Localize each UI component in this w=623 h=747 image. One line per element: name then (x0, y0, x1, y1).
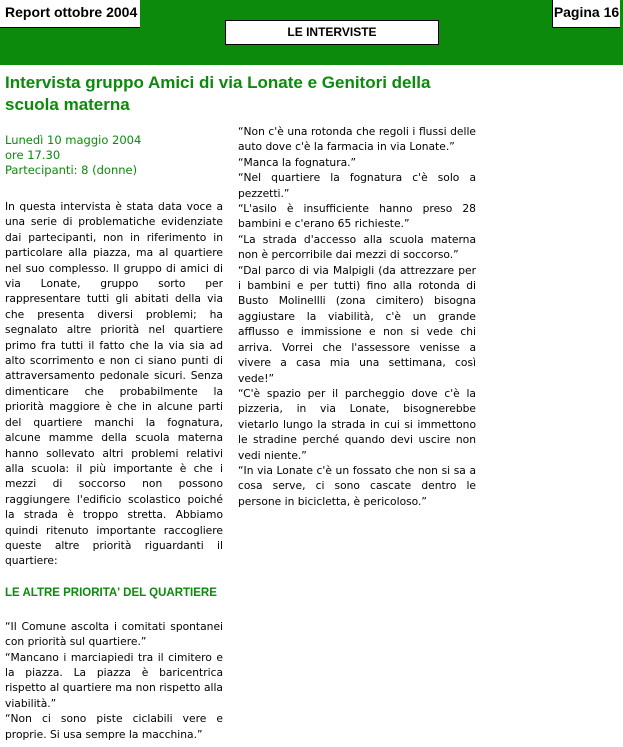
quote: “Nel quartiere la fognatura c'è solo a pezzetti.” (238, 171, 476, 200)
quote: “La strada d'accesso alla scuola materna non è percorribile dai mezzi di soccorso.” (238, 232, 476, 262)
interview-time: ore 17.30 (5, 148, 61, 162)
left-column (5, 199, 223, 742)
article-title: Intervista gruppo Amici di via Lonate e Genitori della scuola materna (5, 73, 431, 114)
section-label: LE INTERVISTE (225, 20, 439, 45)
quote: “In via Lonate c'è un fossato che non si sa a cosa serve, ci sono cascate dentro le persone in bicicletta, è pericoloso.” (238, 463, 476, 508)
quote: “Non ci sono piste ciclabili vere e proprie. Si usa sempre la macchina.” (5, 712, 223, 741)
quote: “Il Comune ascolta i comitati spontanei con priorità sul quartiere.” (5, 619, 223, 649)
quote: “Mancano i marciapiedi tra il cimitero e la piazza. La piazza è baricentrica rispetto al quartiere ma non rispetto alla viabilità.” (5, 650, 223, 710)
quote: “C'è spazio per il parcheggio dove c'è la pizzeria, in via Lonate, bisognerebbe vietarlo lungo la strada in cui si immettono le stradine perché quando devi uscire non vedi niente.” (238, 386, 476, 462)
quote: “Dal parco di via Malpigli (da attrezzare per i bambini e per tutti) fino alla rotonda di Busto Molinellli (zona cimitero) bisogna aggiustare la viabilità, c'è un grande afflusso e immissione e non si vede chi arriva. Vorrei che l'assessore venisse a vivere a casa mia una settimana, così vede!” (238, 263, 476, 385)
section-subheading: LE ALTRE PRIORITA' DEL QUARTIERE (5, 586, 217, 599)
quote: “L'asilo è insufficiente hanno preso 28 bambini e c'erano 65 richieste.” (238, 202, 476, 231)
page-number: Pagina 16 (552, 0, 620, 28)
right-column (238, 124, 476, 509)
interview-participants: Partecipanti: 8 (donne) (5, 163, 138, 177)
intro-paragraph: In questa intervista è stata data voce a una serie di problematiche evidenziate dai partecipanti, non in riferimento in particolare alla piazza, ma al quartiere nel suo complesso. Il gruppo di amici di via Lonate, gruppo sorto per rappresentare tutti gli abitati della via che presenta diversi problemi; ha segnalato altre priorità nel quartiere primo fra tutti il fatto che la via sia ad alto scorrimento e non ci siano punti di attraversamento pedonale sicuri. Senza dimenticare che probabilmente la priorità maggiore è che in alcune parti del quartiere manchi la fognatura, alcune mamme della scuola materna hanno sollevato altri problemi relativi alla scuola: il più importante è che i mezzi di soccorso non possono raggiungere l'edificio scolastico poiché la strada è troppo stretta. Abbiamo quindi ritenuto importante raccogliere queste altre priorità riguardanti il quartiere: (5, 200, 223, 568)
interview-date: Lunedì 10 maggio 2004 (5, 133, 142, 147)
quote: “Manca la fognatura.” (238, 155, 357, 169)
report-label: Report ottobre 2004 (0, 0, 140, 28)
quote: “Non c'è una rotonda che regoli i flussi delle auto dove c'è la farmacia in via Lonate.” (238, 125, 476, 154)
interview-meta (5, 133, 225, 178)
